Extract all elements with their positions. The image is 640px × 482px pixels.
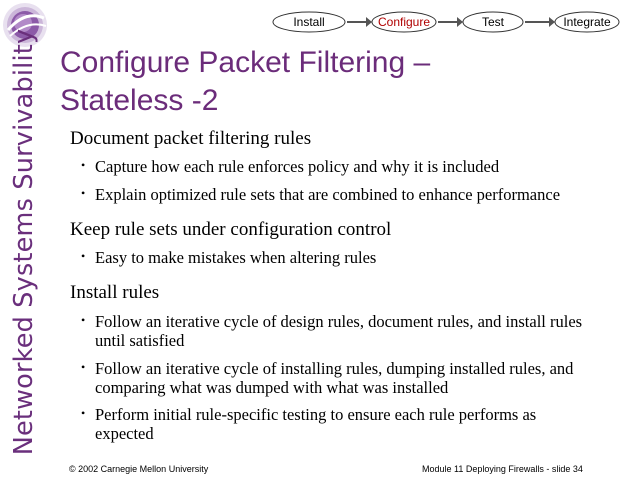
step-configure (371, 11, 437, 33)
section-heading-config-control: Keep rule sets under configuration control (70, 219, 392, 240)
step-install-label: Install (293, 15, 325, 29)
section-heading-document: Document packet filtering rules (70, 128, 312, 149)
step-integrate-label: Integrate (563, 15, 611, 29)
title-line-1: Configure Packet Filtering – (60, 46, 431, 79)
brand-label: Networked Systems Survivability (9, 28, 39, 456)
bullet-explain: • Explain optimized rule sets that are combined to enhance performance (80, 185, 620, 204)
bullet-follow-design: • Follow an iterative cycle of design rules, document rules, and install rules until satisfied (80, 312, 600, 350)
section-heading-install: Install rules (70, 282, 160, 303)
footer-slide-ref: Module 11 Deploying Firewalls - slide 34 (422, 464, 583, 474)
vertical-brand-text (2, 28, 46, 456)
step-test (462, 11, 524, 33)
step-integrate (554, 11, 620, 33)
slide-title (60, 44, 580, 120)
step-install (272, 11, 346, 33)
flow-arrow-3 (525, 21, 550, 23)
bullet-perform-testing: • Perform initial rule-specific testing to ensure each rule performs as expected (80, 405, 590, 443)
step-test-label: Test (481, 15, 504, 29)
bullet-follow-installing: • Follow an iterative cycle of installing rules, dumping installed rules, and comparing what was dumped with what was installed (80, 359, 620, 397)
footer-copyright: © 2002 Carnegie Mellon University (69, 464, 209, 474)
flow-arrow-1 (347, 21, 367, 23)
bullet-capture: • Capture how each rule enforces policy and why it is included (80, 157, 620, 176)
process-flow (272, 8, 632, 36)
title-line-2: Stateless -2 (60, 84, 219, 117)
step-configure-label: Configure (377, 15, 431, 29)
flow-arrow-2 (438, 21, 458, 23)
bullet-easy-mistakes: • Easy to make mistakes when altering rules (80, 248, 620, 267)
